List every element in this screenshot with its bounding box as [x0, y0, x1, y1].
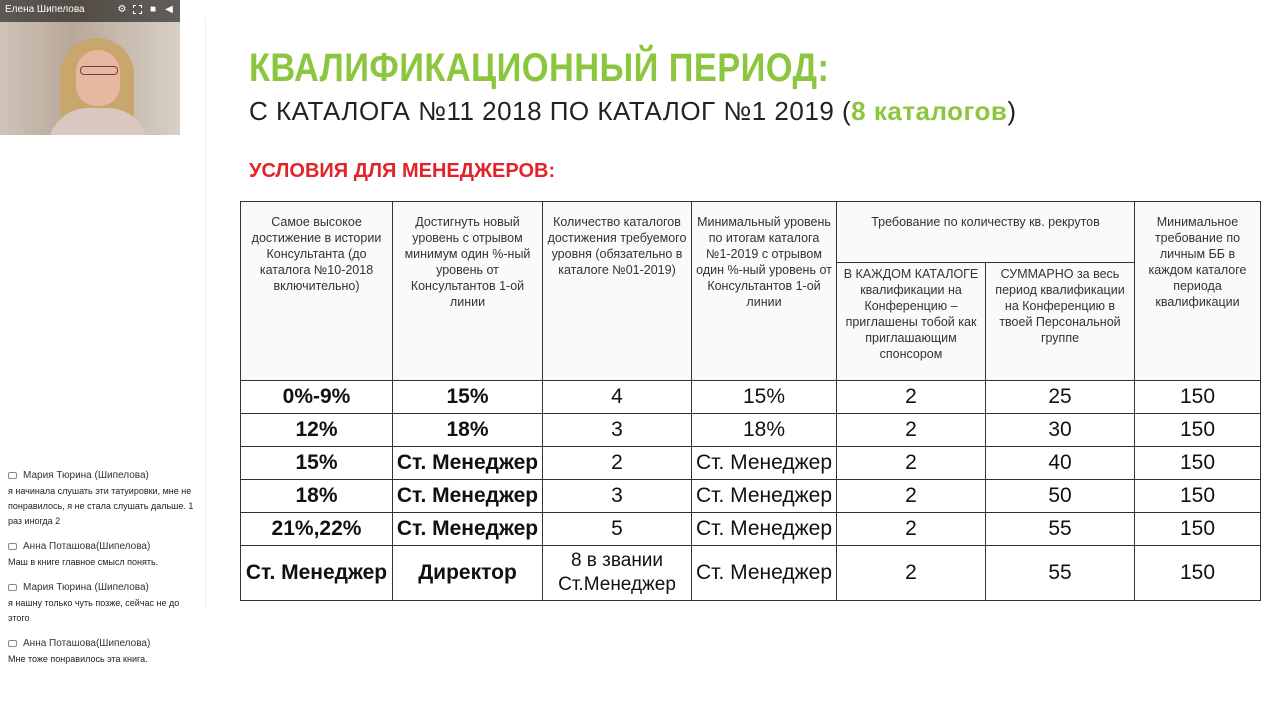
subtitle-prefix: С КАТАЛОГА №11 2018 ПО КАТАЛОГ №1 2019 (	[249, 96, 852, 126]
camera-icon[interactable]: ■	[149, 4, 157, 15]
presentation-slide	[205, 18, 1280, 608]
cell-recruits-total: 25	[986, 381, 1135, 414]
settings-icon[interactable]: ⚙	[117, 4, 127, 15]
header-new-level: Достигнуть новый уровень с отрывом минимум один %-ный уровень от Консультантов 1-ой линии	[393, 202, 543, 381]
cell-recruits-each: 2	[837, 447, 986, 480]
chat-icon	[8, 543, 17, 550]
chat-text: я нашну только чуть позже, сейчас не до этого	[8, 598, 180, 623]
cell-highest-level: 18%	[241, 480, 393, 513]
presenter-name: Елена Шипелова	[5, 4, 85, 15]
conditions-heading: УСЛОВИЯ ДЛЯ МЕНЕДЖЕРОВ:	[249, 160, 556, 182]
cell-min-level: Ст. Менеджер	[692, 513, 837, 546]
header-min-bb: Минимальное требование по личным ББ в каждом каталоге периода квалификации	[1135, 202, 1261, 381]
chat-text: Маш в книге главное смысл понять.	[8, 557, 159, 567]
header-min-level: Минимальный уровень по итогам каталога №1-2019 с отрывом один %-ный уровень от Консультантов 1-ой линии	[692, 202, 837, 381]
header-catalog-count: Количество каталогов достижения требуемого уровня (обязательно в каталоге №01-2019)	[543, 202, 692, 381]
cell-highest-level: Ст. Менеджер	[241, 546, 393, 601]
cell-recruits-total: 30	[986, 414, 1135, 447]
cell-recruits-each: 2	[837, 480, 986, 513]
chat-author: Анна Поташова(Шипелова)	[23, 638, 151, 649]
cell-recruits-each: 2	[837, 513, 986, 546]
cell-highest-level: 12%	[241, 414, 393, 447]
header-recruits-total: СУММАРНО за весь период квалификации на Конференцию в твоей Персональной группе	[986, 263, 1135, 381]
chat-text: я начинала слушать эти татуировки, мне не понравилось, я не стала слушать дальше. 1 раз иногда 2	[8, 486, 194, 526]
webinar-sidebar	[0, 0, 200, 720]
slide-title: КВАЛИФИКАЦИОННЫЙ ПЕРИОД:	[249, 46, 830, 90]
cell-new-level: Директор	[393, 546, 543, 601]
chat-message	[6, 638, 196, 667]
table-row	[241, 546, 1261, 601]
cell-min-bb: 150	[1135, 546, 1261, 601]
table-row	[241, 414, 1261, 447]
cell-min-bb: 150	[1135, 381, 1261, 414]
chat-icon	[8, 472, 17, 479]
chat-icon	[8, 640, 17, 647]
cell-min-level: 18%	[692, 414, 837, 447]
cell-recruits-each: 2	[837, 414, 986, 447]
chat-author: Мария Тюрина (Шипелова)	[23, 470, 149, 481]
table-row	[241, 447, 1261, 480]
cell-recruits-total: 40	[986, 447, 1135, 480]
cell-recruits-each: 2	[837, 546, 986, 601]
cell-min-level: 15%	[692, 381, 837, 414]
cell-new-level: Ст. Менеджер	[393, 513, 543, 546]
cell-recruits-total: 55	[986, 546, 1135, 601]
cell-catalog-count: 5	[543, 513, 692, 546]
cell-min-level: Ст. Менеджер	[692, 546, 837, 601]
cell-min-bb: 150	[1135, 480, 1261, 513]
requirements-table	[240, 201, 1261, 601]
cell-recruits-total: 55	[986, 513, 1135, 546]
cell-catalog-count: 4	[543, 381, 692, 414]
cell-new-level: 18%	[393, 414, 543, 447]
presenter-video[interactable]	[0, 0, 180, 135]
table-row	[241, 513, 1261, 546]
cell-min-bb: 150	[1135, 414, 1261, 447]
cell-catalog-count: 8 в звании Ст.Менеджер	[543, 546, 692, 601]
chat-message	[6, 541, 196, 570]
chat-icon	[8, 584, 17, 591]
cell-catalog-count: 3	[543, 414, 692, 447]
volume-icon[interactable]: ◀	[165, 4, 173, 15]
presenter-face	[76, 50, 120, 106]
header-recruits-each-catalog: В КАЖДОМ КАТАЛОГЕ квалификации на Конференцию – приглашены тобой как приглашающим спонсором	[837, 263, 986, 381]
cell-min-bb: 150	[1135, 513, 1261, 546]
cell-new-level: 15%	[393, 381, 543, 414]
chat-text: Мне тоже понравилось эта книга.	[8, 654, 148, 664]
cell-new-level: Ст. Менеджер	[393, 480, 543, 513]
subtitle-suffix: )	[1007, 96, 1017, 126]
cell-highest-level: 15%	[241, 447, 393, 480]
cell-min-level: Ст. Менеджер	[692, 480, 837, 513]
header-highest-level: Самое высокое достижение в истории Консультанта (до каталога №10-2018 включительно)	[241, 202, 393, 381]
cell-highest-level: 0%-9%	[241, 381, 393, 414]
chat-author: Анна Поташова(Шипелова)	[23, 541, 151, 552]
fullscreen-icon[interactable]	[133, 5, 142, 14]
presenter-glasses	[80, 66, 118, 75]
chat-author: Мария Тюрина (Шипелова)	[23, 582, 149, 593]
cell-recruits-each: 2	[837, 381, 986, 414]
chat-message	[6, 582, 196, 626]
cell-highest-level: 21%,22%	[241, 513, 393, 546]
video-toolbar	[0, 0, 180, 22]
chat-message	[6, 470, 196, 529]
video-controls	[115, 3, 176, 17]
chat-panel	[6, 470, 196, 679]
slide-subtitle	[249, 96, 1017, 127]
subtitle-highlight: 8 каталогов	[851, 96, 1008, 126]
cell-min-bb: 150	[1135, 447, 1261, 480]
cell-catalog-count: 3	[543, 480, 692, 513]
cell-new-level: Ст. Менеджер	[393, 447, 543, 480]
table-row	[241, 381, 1261, 414]
cell-min-level: Ст. Менеджер	[692, 447, 837, 480]
header-recruits: Требование по количеству кв. рекрутов	[837, 202, 1135, 263]
cell-catalog-count: 2	[543, 447, 692, 480]
table-row	[241, 480, 1261, 513]
cell-recruits-total: 50	[986, 480, 1135, 513]
